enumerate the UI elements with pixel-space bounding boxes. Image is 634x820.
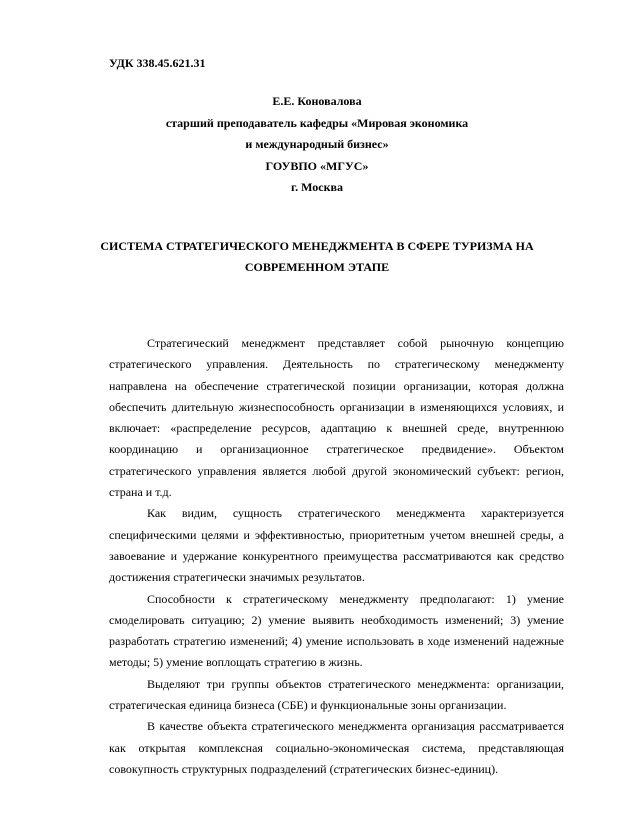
- author-city: г. Москва: [291, 180, 343, 194]
- article-body: [109, 333, 564, 780]
- paragraph-3: Способности к стратегическому менеджменту предполагают: 1) умение смоделировать ситуацию; 2) умение выявить необходимость изменений; 3) умение разработать стратегию изменений; 4) умение использовать в ходе изменений надежные методы; 5) умение воплощать стратегию в жизнь.: [109, 591, 564, 670]
- article-title: [0, 236, 634, 278]
- udk-code: УДК 338.45.621.31: [109, 56, 206, 70]
- author-name: Е.Е. Коновалова: [272, 94, 362, 108]
- paragraph-2: Как видим, сущность стратегического менеджмента характеризуется специфическими целями и эффективностью, приоритетным учетом внешней среды, а завоевание и удержание конкурентного преимущества рассматриваются как средство достижения стратегически значимых результатов.: [109, 506, 564, 585]
- paragraph-1: Стратегический менеджмент представляет собой рыночную концепцию стратегического управления. Деятельность по стратегическому менеджменту направлена на обеспечение стратегической позиции организации, которая должна обеспечить длительную жизнеспособность организации в изменяющихся условиях, и включает: «распределение ресурсов, адаптацию к внешней среде, внутреннюю координацию и организационное стратегическое предвидение». Объектом стратегического управления является любой другой экономический субъект: регион, страна и т.д.: [109, 336, 564, 500]
- author-position-line1: старший преподаватель кафедры «Мировая экономика: [165, 115, 469, 130]
- title-line-1: СИСТЕМА СТРАТЕГИЧЕСКОГО МЕНЕДЖМЕНТА В СФЕРЕ ТУРИЗМА НА: [100, 239, 534, 253]
- paragraph-4: Выделяют три группы объектов стратегического менеджмента: организации, стратегическая единица бизнеса (СБЕ) и функциональные зоны организации.: [109, 676, 564, 713]
- author-organization: ГОУВПО «МГУС»: [265, 158, 369, 173]
- author-block: [0, 91, 634, 199]
- paragraph-5: В качестве объекта стратегического менеджмента организация рассматривается как открытая комплексная социально-экономическая система, представляющая совокупность структурных подразделений (стратегических бизнес-единиц).: [109, 719, 564, 776]
- title-line-2: СОВРЕМЕННОМ ЭТАПЕ: [244, 260, 390, 274]
- author-position-line2: и международный бизнес»: [245, 137, 389, 151]
